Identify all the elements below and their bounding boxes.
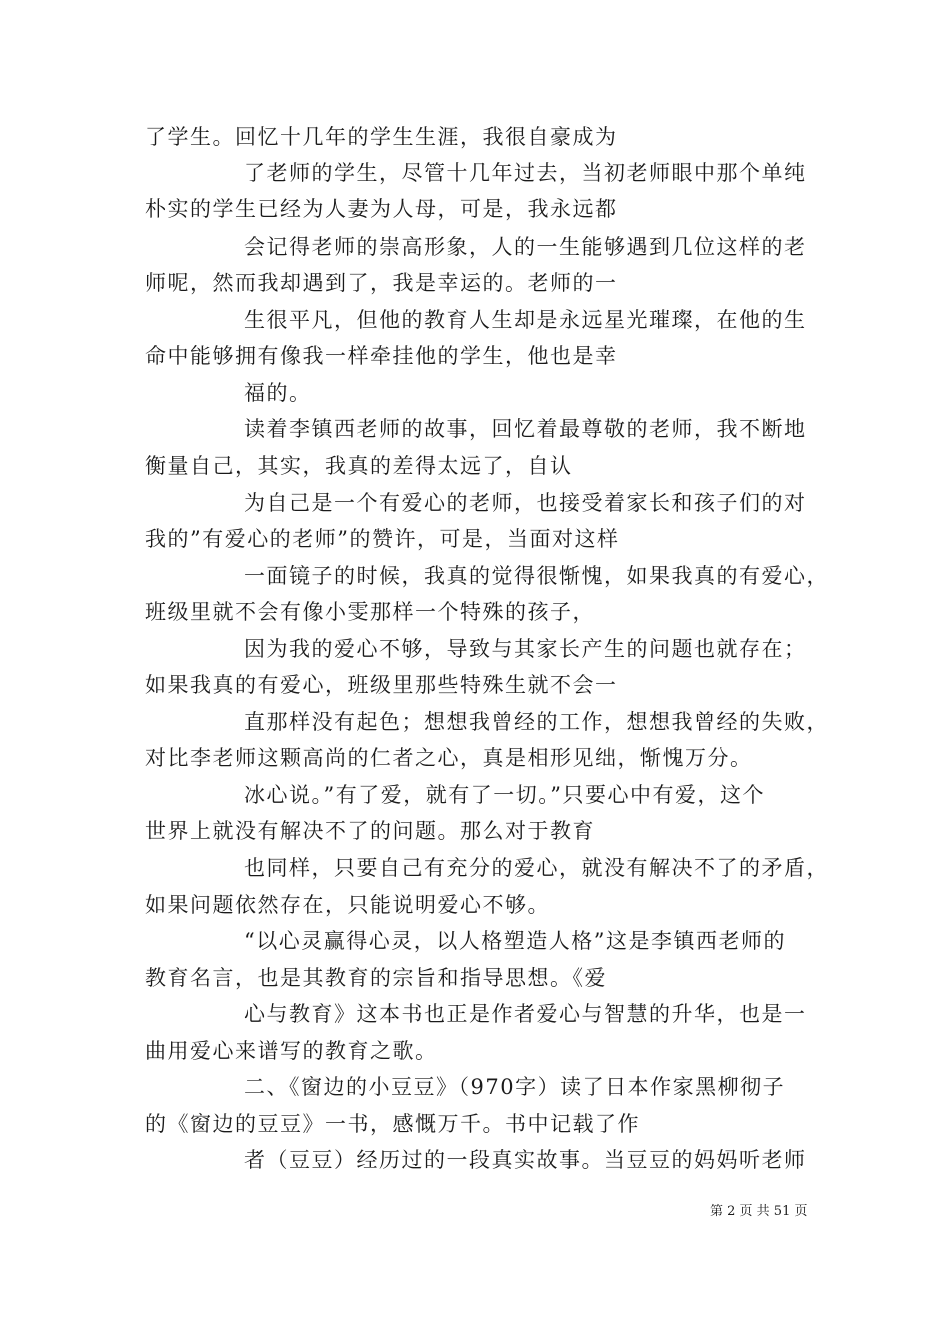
text-line: 一面镜子的时候，我真的觉得很惭愧，如果我真的有爱心， <box>244 564 829 588</box>
text-line: 命中能够拥有像我一样牵挂他的学生，他也是幸 <box>145 344 618 368</box>
text-line: “以心灵赢得心灵，以人格塑造人格”这是李镇西老师的 <box>244 929 786 953</box>
text-line: 师呢，然而我却遇到了，我是幸运的。老师的一 <box>145 271 618 295</box>
text-line: 曲用爱心来谱写的教育之歌。 <box>145 1039 438 1063</box>
text-line: 了老师的学生，尽管十几年过去，当初老师眼中那个单纯 <box>244 161 807 185</box>
text-line: 了学生。回忆十几年的学生生涯，我很自豪成为 <box>145 125 618 149</box>
text-line: 班级里就不会有像小雯那样一个特殊的孩子， <box>145 600 595 624</box>
text-line: 教育名言，也是其教育的宗旨和指导思想。《爱 <box>145 966 607 990</box>
text-line: 二、《窗边的小豆豆》（970字）读了日本作家黑柳彻子 <box>244 1075 786 1099</box>
text-line: 者（豆豆）经历过的一段真实故事。当豆豆的妈妈听老师 <box>244 1148 807 1172</box>
text-line: 的《窗边的豆豆》一书，感慨万千。书中记载了作 <box>145 1112 640 1136</box>
text-line: 如果我真的有爱心，班级里那些特殊生就不会一 <box>145 673 618 697</box>
text-line: 心与教育》这本书也正是作者爱心与智慧的升华，也是一 <box>244 1002 807 1026</box>
text-line: 为自己是一个有爱心的老师，也接受着家长和孩子们的对 <box>244 491 807 515</box>
text-line: 世界上就没有解决不了的问题。那么对于教育 <box>145 819 595 843</box>
text-line: 我的”有爱心的老师”的赞许，可是，当面对这样 <box>145 527 620 551</box>
text-line: 会记得老师的崇高形象，人的一生能够遇到几位这样的老 <box>244 235 807 259</box>
text-line: 也同样，只要自己有充分的爱心，就没有解决不了的矛盾， <box>244 856 829 880</box>
text-line: 冰心说。”有了爱，就有了一切。”只要心中有爱，这个 <box>244 783 765 807</box>
text-line: 因为我的爱心不够，导致与其家长产生的问题也就存在； <box>244 637 807 661</box>
text-line: 对比李老师这颗高尚的仁者之心，真是相形见绌，惭愧万分。 <box>145 746 753 770</box>
text-line: 朴实的学生已经为人妻为人母，可是，我永远都 <box>145 197 618 221</box>
text-line: 生很平凡，但他的教育人生却是永远星光璀璨，在他的生 <box>244 308 807 332</box>
text-line: 读着李镇西老师的故事，回忆着最尊敬的老师，我不断地 <box>244 417 807 441</box>
text-line: 如果问题依然存在，只能说明爱心不够。 <box>145 893 550 917</box>
page-number-footer: 第 2 页 共 51 页 <box>710 1204 808 1219</box>
text-line: 衡量自己，其实，我真的差得太远了，自认 <box>145 454 573 478</box>
text-line: 福的。 <box>244 381 312 405</box>
text-line: 直那样没有起色；想想我曾经的工作，想想我曾经的失败， <box>244 710 829 734</box>
